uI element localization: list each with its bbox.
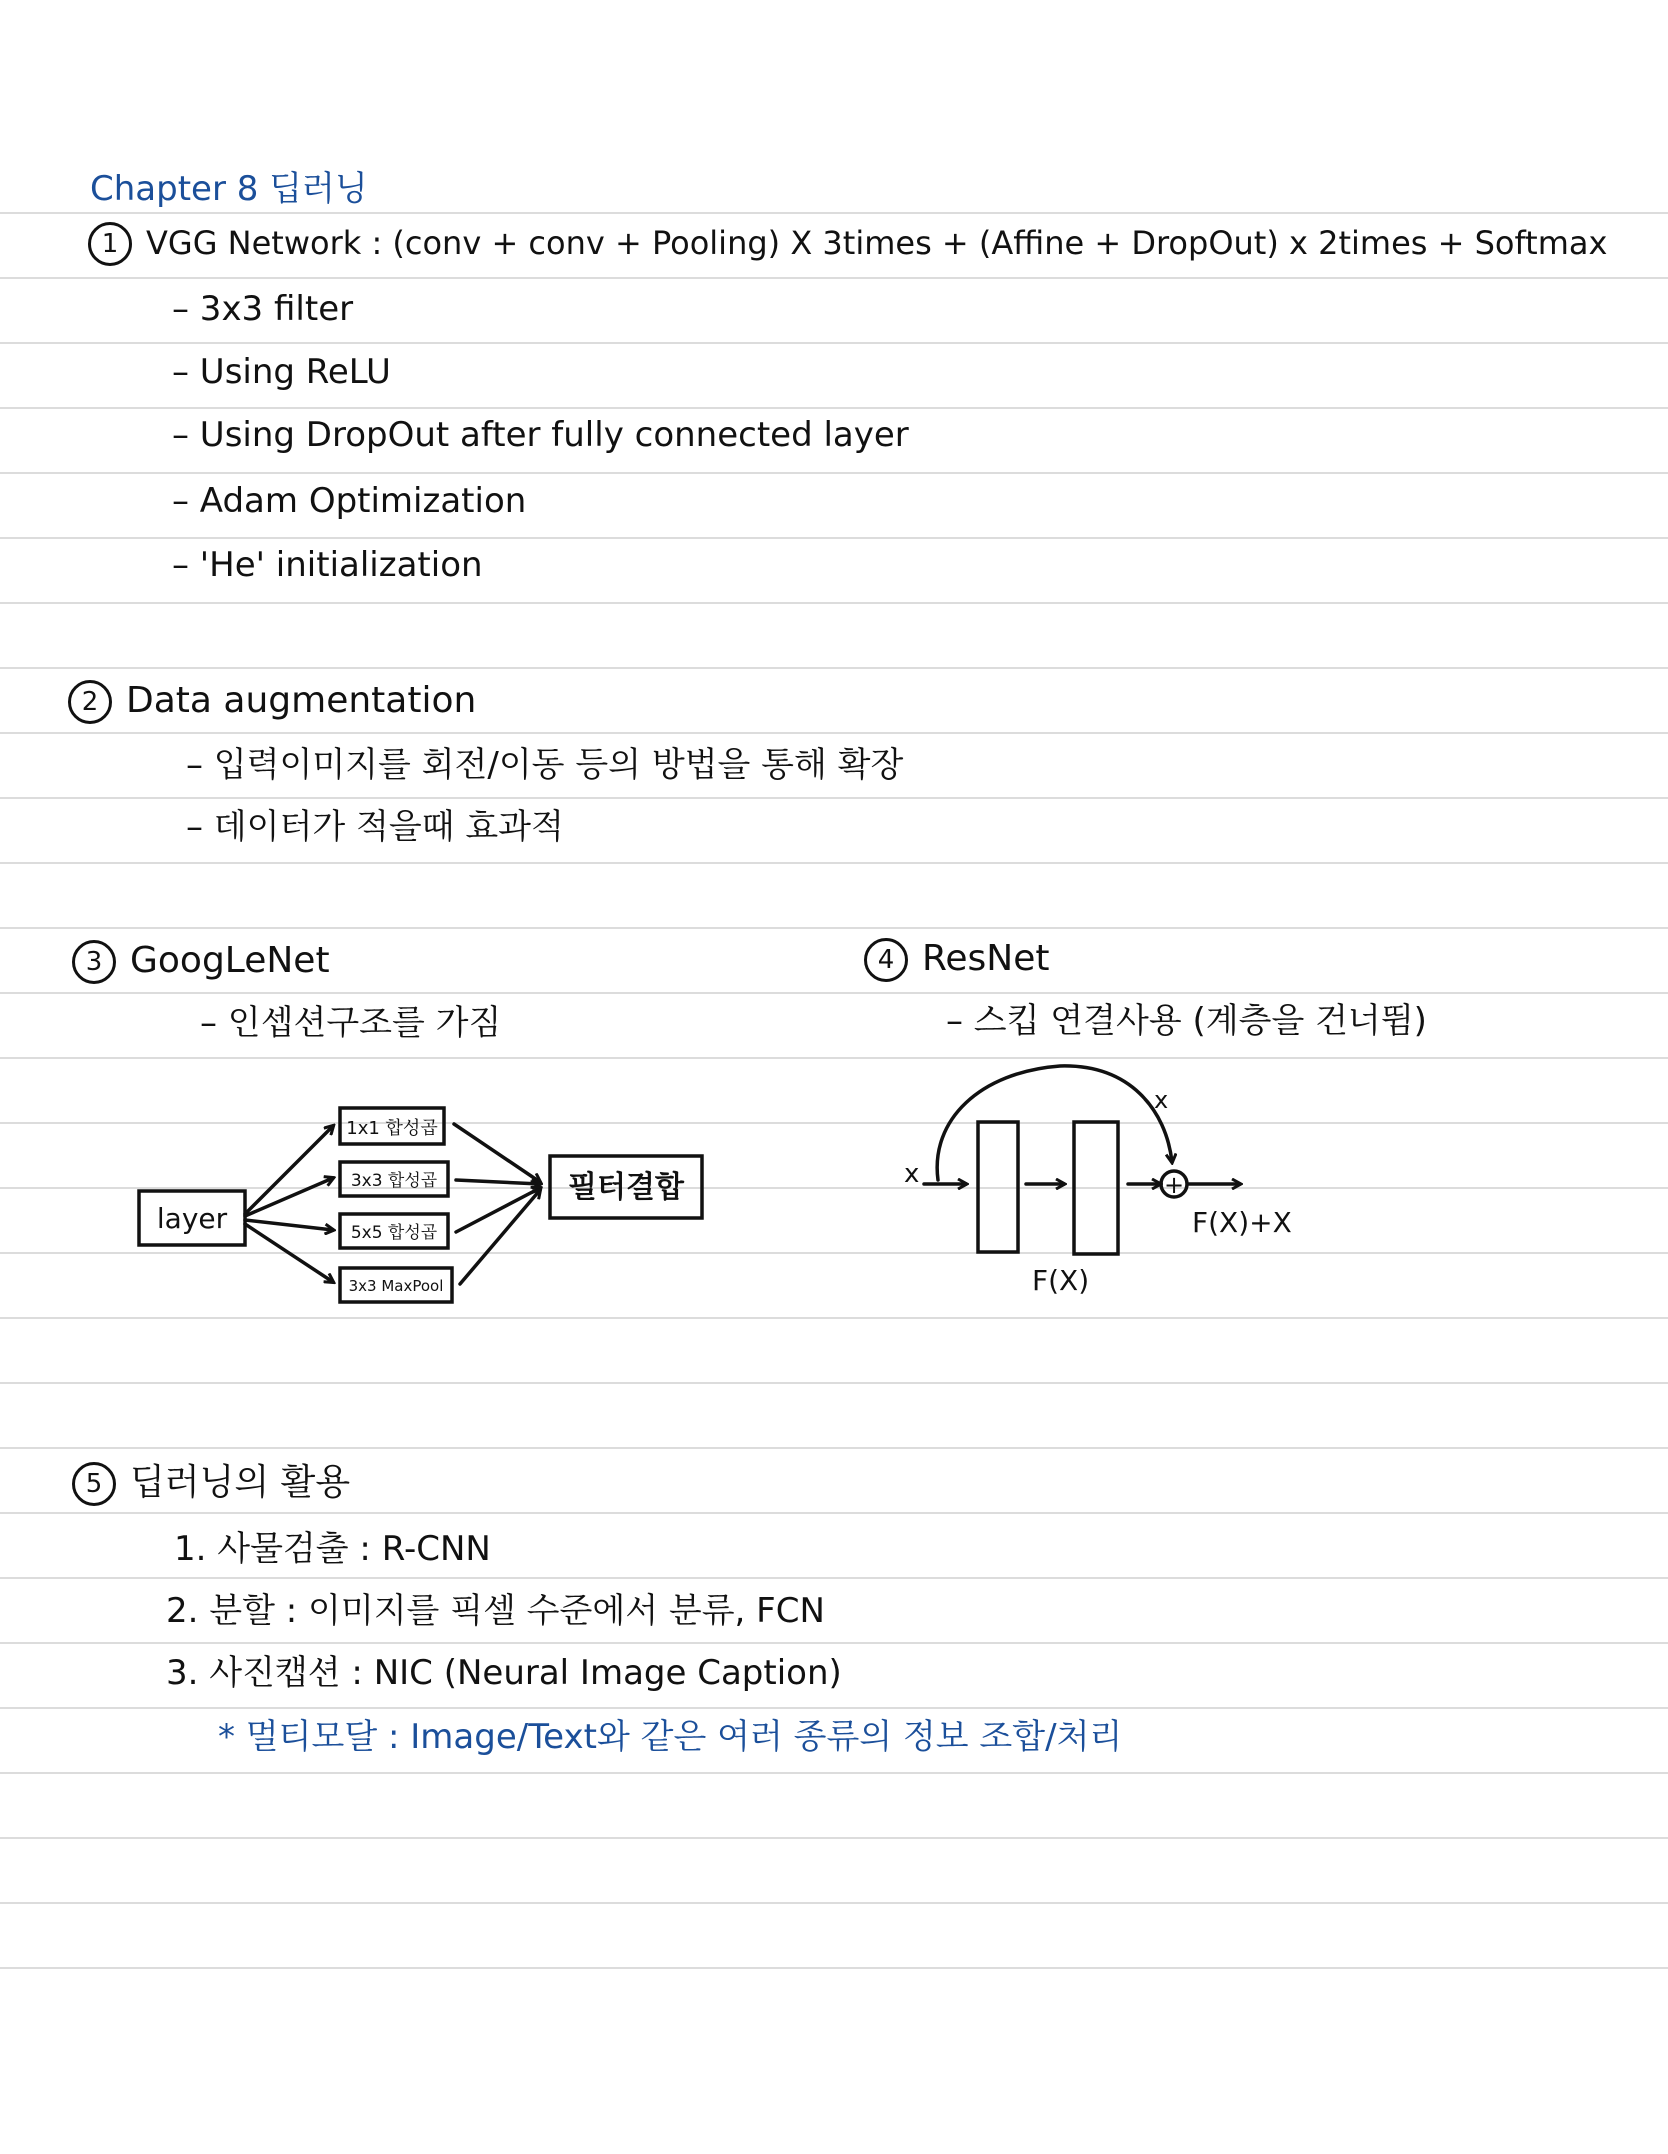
arrow-to-maxpool bbox=[245, 1224, 333, 1282]
resnet-block-2 bbox=[1074, 1122, 1118, 1254]
resnet-skip-arrow bbox=[937, 1066, 1172, 1180]
arrow-from-5x5 bbox=[456, 1188, 540, 1232]
arrow-to-3x3 bbox=[245, 1178, 333, 1216]
resnet-skip-label: x bbox=[1154, 1086, 1169, 1114]
resnet-bullet: – 스킵 연결사용 (계층을 건너뜀) bbox=[946, 1001, 1427, 1041]
arrow-to-5x5 bbox=[245, 1220, 333, 1230]
application-item-3: 3. 사진캡션 : NIC (Neural Image Caption) bbox=[166, 1653, 842, 1693]
resnet-diagram bbox=[904, 1066, 1292, 1297]
vgg-bullet-2: – Using ReLU bbox=[172, 352, 391, 392]
vgg-heading-text: VGG Network : (conv + conv + Pooling) X 3times + (Affine + DropOut) x 2times + Softmax bbox=[146, 224, 1608, 262]
application-item-2: 2. 분할 : 이미지를 픽셀 수준에서 분류, FCN bbox=[166, 1591, 825, 1631]
applications-heading-text: 딥러닝의 활용 bbox=[130, 1462, 351, 1503]
section-number-2: 2 bbox=[68, 680, 112, 724]
resnet-block-label: F(X) bbox=[1032, 1264, 1090, 1297]
googlenet-bullet: – 인셉션구조를 가짐 bbox=[200, 1003, 502, 1043]
section-number-5: 5 bbox=[72, 1462, 116, 1506]
arrow-from-3x3 bbox=[456, 1180, 540, 1184]
filter-concat-label: 필터결합 bbox=[568, 1170, 684, 1205]
arrow-from-1x1 bbox=[454, 1124, 540, 1182]
section-number-1: 1 bbox=[88, 222, 132, 266]
resnet-block-1 bbox=[978, 1122, 1018, 1252]
section-number-3: 3 bbox=[72, 940, 116, 984]
branch-3x3-label: 3x3 합성곱 bbox=[350, 1171, 438, 1191]
vgg-bullet-1: – 3x3 filter bbox=[172, 289, 354, 329]
layer-label: layer bbox=[156, 1202, 228, 1235]
arrow-to-1x1 bbox=[245, 1126, 333, 1214]
augmentation-heading-text: Data augmentation bbox=[126, 680, 477, 721]
resnet-output-label: F(X)+X bbox=[1192, 1206, 1292, 1239]
section-applications-heading bbox=[72, 1462, 350, 1506]
section-number-4: 4 bbox=[864, 938, 908, 982]
branch-5x5-label: 5x5 합성곱 bbox=[350, 1223, 438, 1243]
multimodal-note: * 멀티모달 : Image/Text와 같은 여러 종류의 정보 조합/처리 bbox=[218, 1717, 1123, 1757]
googlenet-heading-text: GoogLeNet bbox=[130, 940, 330, 981]
augmentation-bullet-2: – 데이터가 적을때 효과적 bbox=[186, 807, 564, 847]
vgg-bullet-4: – Adam Optimization bbox=[172, 481, 527, 521]
resnet-input-label: x bbox=[904, 1159, 920, 1189]
branch-maxpool-label: 3x3 MaxPool bbox=[348, 1277, 444, 1295]
arrow-from-maxpool bbox=[460, 1190, 540, 1284]
application-item-1: 1. 사물검출 : R-CNN bbox=[174, 1529, 491, 1569]
resnet-heading-text: ResNet bbox=[922, 938, 1050, 979]
augmentation-bullet-1: – 입력이미지를 회전/이동 등의 방법을 통해 확장 bbox=[186, 745, 904, 785]
vgg-bullet-3: – Using DropOut after fully connected layer bbox=[172, 415, 909, 455]
vgg-bullet-5: – 'He' initialization bbox=[172, 545, 483, 585]
resnet-add-sign: + bbox=[1163, 1171, 1185, 1199]
branch-1x1-label: 1x1 합성곱 bbox=[346, 1118, 438, 1139]
chapter-title: Chapter 8 딥러닝 bbox=[90, 169, 368, 209]
inception-diagram bbox=[139, 1108, 702, 1302]
